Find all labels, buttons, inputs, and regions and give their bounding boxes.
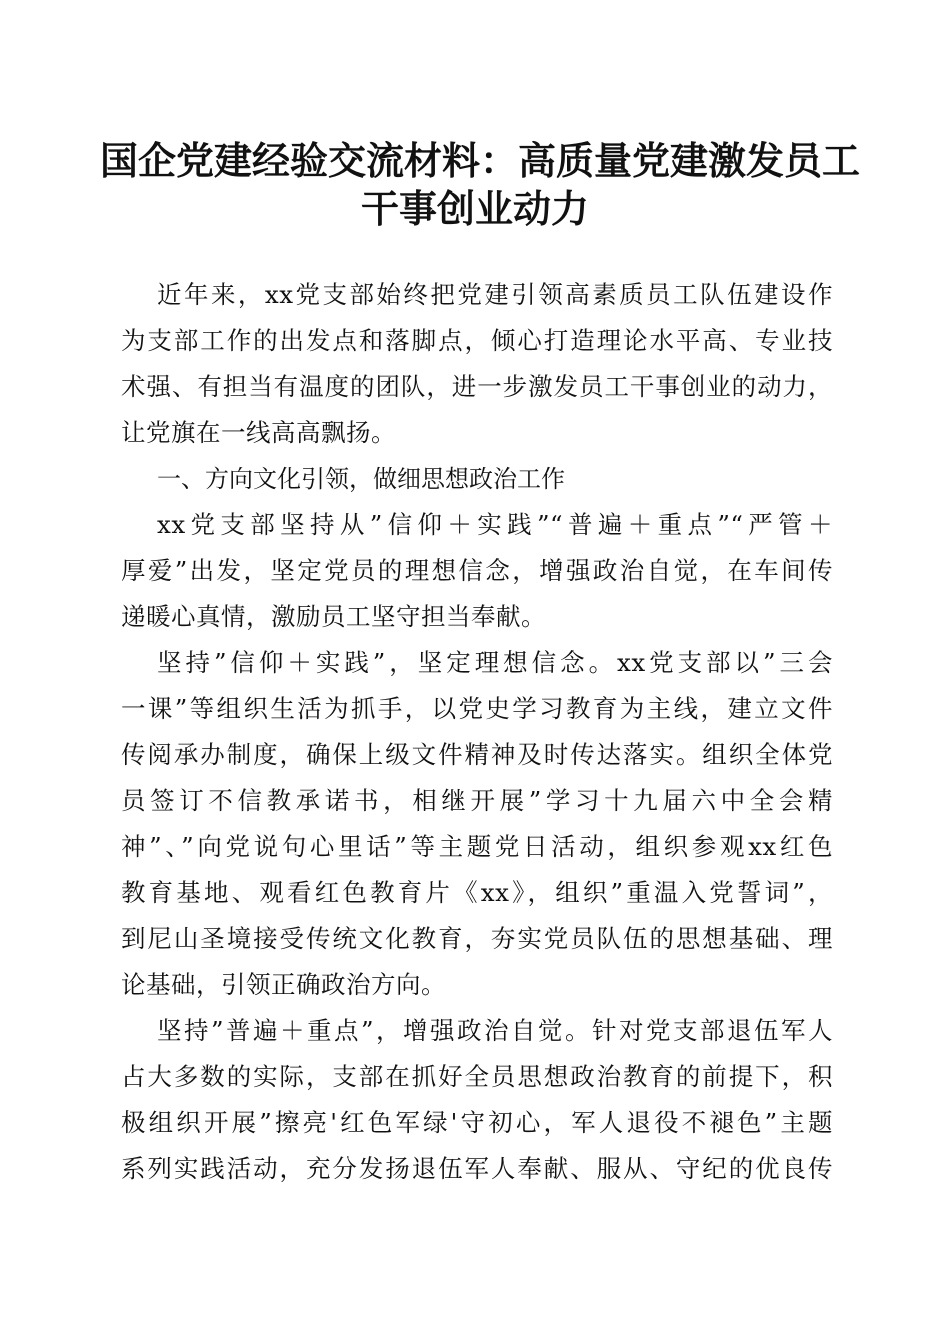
paragraph-line: 坚持”信仰＋实践”，坚定理想信念。xx党支部以”三会 [157, 648, 833, 677]
document-title-line-1: 国企党建经验交流材料：高质量党建激发员工 [100, 138, 861, 183]
paragraph-line: 递暖心真情，激励员工坚守担当奉献。 [121, 602, 546, 631]
paragraph-line: 占大多数的实际，支部在抓好全员思想政治教育的前提下，积 [121, 1062, 833, 1091]
paragraph-line: 员签订不信教承诺书，相继开展”学习十九届六中全会精 [121, 786, 833, 815]
paragraph-line: 论基础，引领正确政治方向。 [121, 970, 446, 999]
paragraph-line: 术强、有担当有温度的团队，进一步激发员工干事创业的动力， [121, 372, 833, 401]
paragraph-line: 极组织开展”擦亮'红色军绿'守初心，军人退役不褪色”主题 [121, 1108, 833, 1137]
paragraph-line: 近年来，xx党支部始终把党建引领高素质员工队伍建设作 [157, 280, 833, 309]
paragraph-line: 厚爱”出发，坚定党员的理想信念，增强政治自觉，在车间传 [121, 556, 833, 585]
paragraph-line: 为支部工作的出发点和落脚点，倾心打造理论水平高、专业技 [121, 326, 833, 355]
paragraph-line: 到尼山圣境接受传统文化教育，夯实党员队伍的思想基础、理 [121, 924, 833, 953]
paragraph-line: 一课”等组织生活为抓手，以党史学习教育为主线，建立文件 [121, 694, 833, 723]
document-title-line-2: 干事创业动力 [360, 186, 589, 231]
section-heading: 一、方向文化引领，做细思想政治工作 [157, 465, 565, 493]
paragraph-line: 神”、”向党说句心里话”等主题党日活动，组织参观xx红色 [121, 832, 833, 861]
paragraph-line: 系列实践活动，充分发扬退伍军人奉献、服从、守纪的优良传 [121, 1154, 833, 1183]
paragraph-line: 让党旗在一线高高飘扬。 [121, 418, 396, 447]
paragraph-line: xx党支部坚持从”信仰＋实践”“普遍＋重点”“严管＋ [157, 510, 833, 539]
paragraph-line: 坚持”普遍＋重点”，增强政治自觉。针对党支部退伍军人 [157, 1016, 833, 1045]
paragraph-line: 传阅承办制度，确保上级文件精神及时传达落实。组织全体党 [121, 740, 833, 769]
paragraph-line: 教育基地、观看红色教育片《xx》，组织”重温入党誓词”， [121, 878, 833, 907]
